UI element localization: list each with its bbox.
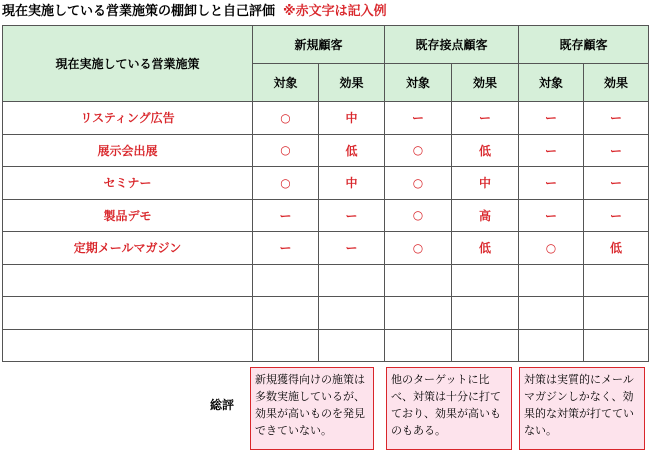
table-row <box>3 134 649 167</box>
effect-cell <box>319 329 385 362</box>
target-cell <box>385 329 452 362</box>
effect-cell <box>452 264 519 297</box>
effect-header: 効果 <box>319 64 385 102</box>
measure-name <box>3 329 253 362</box>
effect-cell <box>584 329 649 362</box>
effect-cell: ー <box>319 199 385 232</box>
effect-cell: ー <box>584 199 649 232</box>
effect-cell <box>319 297 385 330</box>
evaluation-table <box>2 25 649 362</box>
effect-cell <box>452 329 519 362</box>
table-row <box>3 167 649 200</box>
target-cell: ○ <box>385 134 452 167</box>
measure-name <box>3 297 253 330</box>
summary-comment-existing-contact: 他のターゲットに比べ、対策は十分に打てており、効果が高いものもある。 <box>386 367 512 450</box>
group-header-existing-contact: 既存接点顧客 <box>385 26 519 64</box>
effect-cell: ー <box>452 102 519 135</box>
target-cell <box>519 297 584 330</box>
effect-cell: ー <box>584 134 649 167</box>
target-cell: ○ <box>385 199 452 232</box>
effect-cell: ー <box>319 232 385 265</box>
target-header: 対象 <box>253 64 319 102</box>
measure-name: セミナー <box>3 167 253 200</box>
measures-header: 現在実施している営業施策 <box>3 26 253 102</box>
target-cell <box>253 329 319 362</box>
target-cell: ー <box>519 102 584 135</box>
target-cell: ー <box>519 167 584 200</box>
effect-cell: 低 <box>452 134 519 167</box>
table-row <box>3 329 649 362</box>
effect-cell: 低 <box>584 232 649 265</box>
effect-cell <box>319 264 385 297</box>
measure-name: 定期メールマガジン <box>3 232 253 265</box>
effect-header: 効果 <box>452 64 519 102</box>
effect-cell: 中 <box>319 102 385 135</box>
target-cell <box>385 297 452 330</box>
target-cell: ー <box>519 199 584 232</box>
effect-cell: ー <box>584 167 649 200</box>
note-text: ※赤文字は記入例 <box>283 4 387 19</box>
effect-cell: 中 <box>319 167 385 200</box>
target-cell: ○ <box>253 134 319 167</box>
measure-name: 展示会出展 <box>3 134 253 167</box>
group-header-existing: 既存顧客 <box>519 26 649 64</box>
target-cell <box>519 264 584 297</box>
effect-cell: 中 <box>452 167 519 200</box>
target-cell: ○ <box>253 167 319 200</box>
summary-comment-existing: 対策は実質的にメールマガジンしかなく、効果的な対策が打てていない。 <box>519 367 645 450</box>
target-header: 対象 <box>519 64 584 102</box>
target-cell: ○ <box>385 167 452 200</box>
effect-cell: ー <box>584 102 649 135</box>
target-cell: ○ <box>519 232 584 265</box>
table-row <box>3 232 649 265</box>
target-cell: ○ <box>385 232 452 265</box>
summary-comment-new: 新規獲得向けの施策は多数実施しているが、効果が高いものを発見できていない。 <box>250 367 374 450</box>
effect-cell <box>584 297 649 330</box>
target-cell <box>385 264 452 297</box>
target-header: 対象 <box>385 64 452 102</box>
effect-cell: 低 <box>319 134 385 167</box>
measure-name: 製品デモ <box>3 199 253 232</box>
target-cell: ○ <box>253 102 319 135</box>
effect-cell <box>584 264 649 297</box>
target-cell: ー <box>253 232 319 265</box>
target-cell <box>253 297 319 330</box>
page-title <box>2 2 387 22</box>
target-cell: ー <box>385 102 452 135</box>
table-row <box>3 264 649 297</box>
title-text: 現在実施している営業施策の棚卸しと自己評価 <box>2 4 276 19</box>
target-cell: ー <box>253 199 319 232</box>
summary-label: 総評 <box>210 398 235 412</box>
effect-cell <box>452 297 519 330</box>
measure-name <box>3 264 253 297</box>
effect-header: 効果 <box>584 64 649 102</box>
target-cell <box>253 264 319 297</box>
target-cell: ー <box>519 134 584 167</box>
effect-cell: 低 <box>452 232 519 265</box>
table-row <box>3 102 649 135</box>
target-cell <box>519 329 584 362</box>
table-row <box>3 297 649 330</box>
effect-cell: 高 <box>452 199 519 232</box>
measure-name: リスティング広告 <box>3 102 253 135</box>
group-header-new: 新規顧客 <box>253 26 385 64</box>
table-row <box>3 199 649 232</box>
